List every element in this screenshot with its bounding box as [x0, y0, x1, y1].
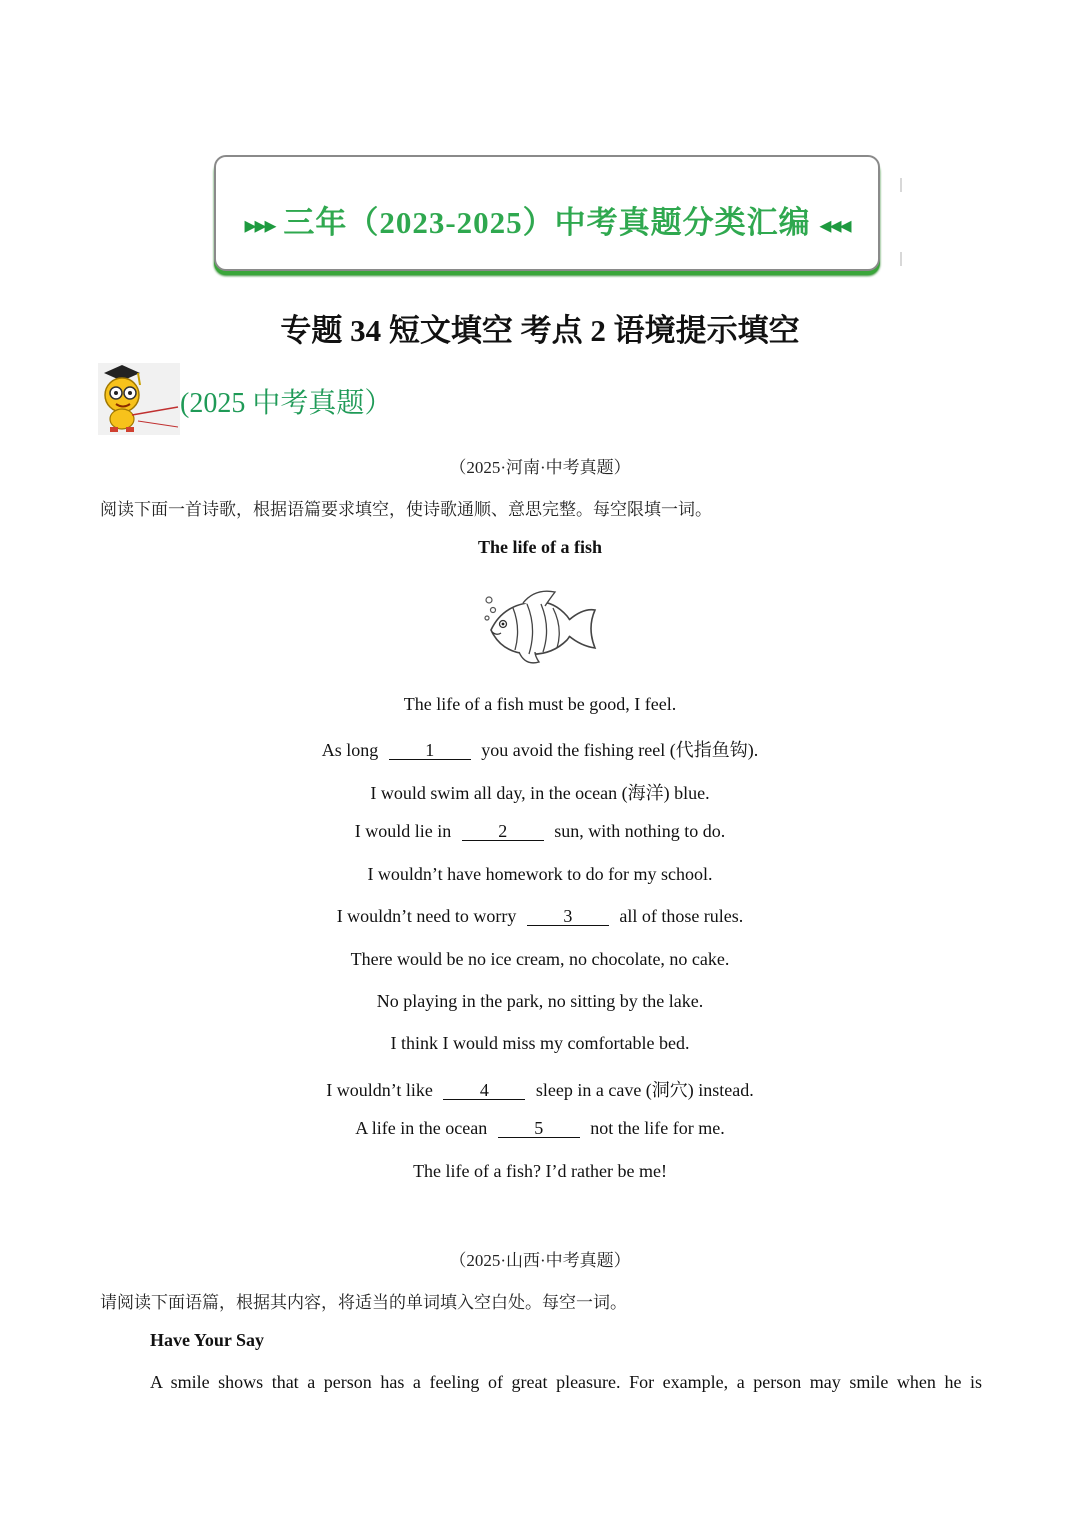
poem-line-text: I wouldn’t need to worry: [336, 906, 517, 926]
poem-line: [0, 1033, 1080, 1054]
right-arrows-icon: ◂◂◂: [819, 213, 850, 239]
exercise-source: （2025·山西·中考真题）: [449, 1251, 631, 1270]
poem-title: The life of a fish: [478, 537, 602, 557]
answer-blank-5[interactable]: 5: [498, 1119, 580, 1138]
poem-line: [0, 694, 1080, 715]
poem-line-text: all of those rules.: [619, 906, 744, 926]
poem-line-text: I would swim all day, in the ocean (海洋) blue.: [370, 783, 710, 803]
answer-blank-2[interactable]: 2: [462, 822, 544, 841]
banner-decor-tick: [900, 178, 902, 192]
poem-line: [0, 864, 1080, 885]
poem-line-text: I wouldn’t like: [326, 1080, 433, 1100]
topic-title: 专题 34 短文填空 考点 2 语境提示填空: [280, 313, 800, 348]
poem-line: [0, 736, 1080, 762]
exercise-source: （2025·河南·中考真题）: [449, 458, 631, 477]
poem-line: [0, 1118, 1080, 1139]
article-title: Have Your Say: [150, 1330, 265, 1350]
banner-title: 三年（2023-2025）中考真题分类汇编: [283, 205, 811, 240]
exercise-instruction: 阅读下面一首诗歌，根据语篇要求填空，使诗歌通顺、意思完整。每空限填一词。: [100, 500, 712, 519]
poem-line: [0, 1161, 1080, 1182]
poem-line-text: sun, with nothing to do.: [554, 821, 726, 841]
poem-line-text: you avoid the fishing reel (代指鱼钩).: [481, 740, 759, 760]
answer-blank-3[interactable]: 3: [527, 907, 609, 926]
section-heading: (2025 中考真题）: [180, 388, 393, 419]
scholar-mascot-icon: [98, 363, 180, 435]
poem-line-text: I think I would miss my comfortable bed.: [390, 1033, 690, 1053]
poem-line: [0, 1076, 1080, 1102]
article-body: A smile shows that a person has a feeling of great pleasure. For example, a person may smile when he is: [150, 1372, 982, 1392]
poem-line-text: There would be no ice cream, no chocolate, no cake.: [350, 949, 730, 969]
poem-line: [0, 991, 1080, 1012]
answer-blank-4[interactable]: 4: [443, 1081, 525, 1100]
poem-line-text: A life in the ocean: [355, 1118, 488, 1138]
poem-line-text: As long: [321, 740, 379, 760]
poem-line: [0, 949, 1080, 970]
banner-title-row: [216, 197, 878, 242]
poem-line: [0, 906, 1080, 927]
fish-illustration: [483, 586, 597, 668]
series-banner: [214, 155, 880, 271]
poem-line-text: The life of a fish must be good, I feel.: [403, 694, 677, 714]
left-arrows-icon: ▸▸▸: [244, 213, 275, 239]
poem-line: [0, 779, 1080, 805]
poem-line-text: sleep in a cave (洞穴) instead.: [535, 1080, 754, 1100]
poem-line-text: I would lie in: [354, 821, 452, 841]
answer-blank-1[interactable]: 1: [389, 741, 471, 760]
banner-decor-tick: [900, 252, 902, 266]
poem-line: [0, 821, 1080, 842]
poem-line-text: not the life for me.: [590, 1118, 725, 1138]
poem-line-text: The life of a fish? I’d rather be me!: [413, 1161, 667, 1181]
poem-line-text: I wouldn’t have homework to do for my school.: [367, 864, 713, 884]
exercise-instruction: 请阅读下面语篇，根据其内容，将适当的单词填入空白处。每空一词。: [100, 1293, 627, 1312]
poem-line-text: No playing in the park, no sitting by the lake.: [376, 991, 704, 1011]
